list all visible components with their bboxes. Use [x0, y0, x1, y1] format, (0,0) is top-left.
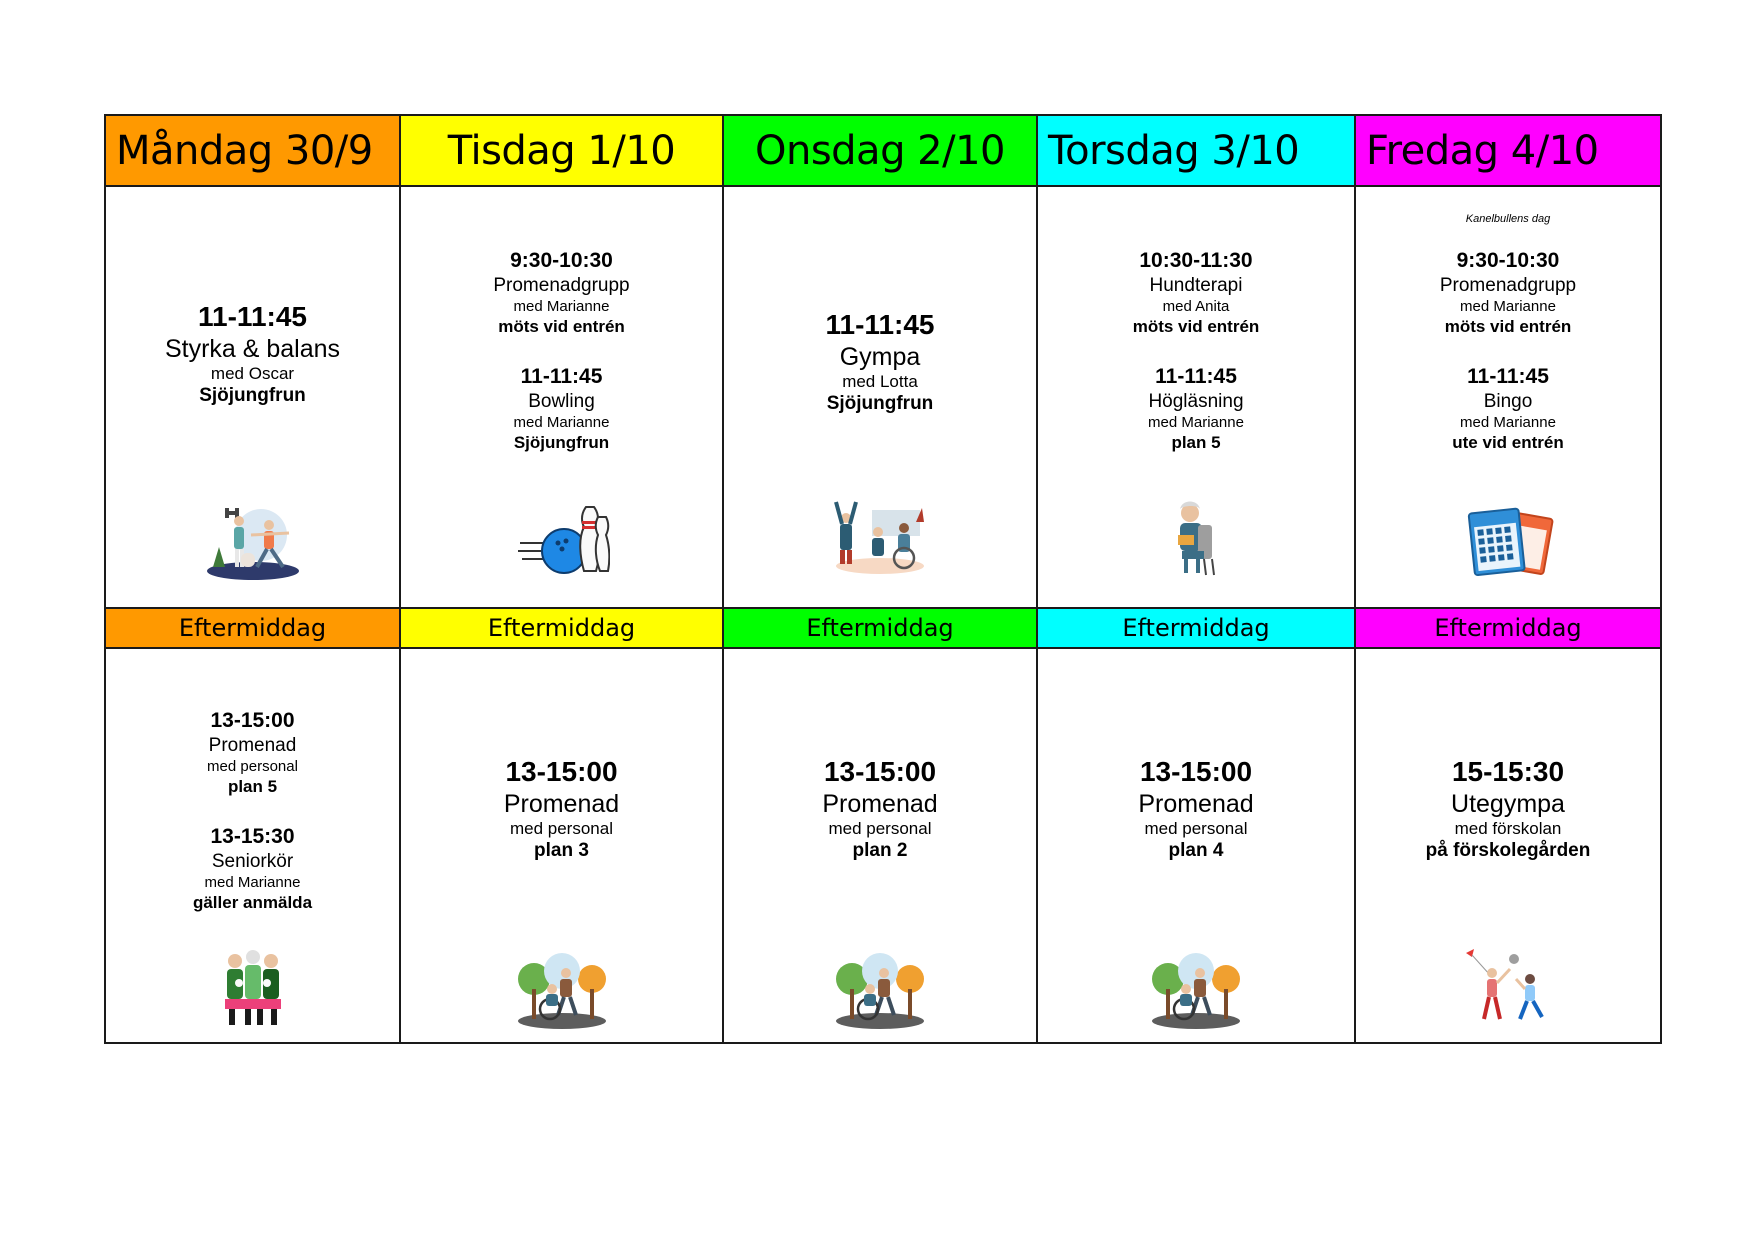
afternoon-row	[105, 648, 1661, 1043]
activity-time: 9:30-10:30	[1456, 249, 1560, 272]
morning-cell-monday	[105, 186, 400, 608]
activity-time: 13-15:00	[505, 756, 618, 787]
activity-time: 11-11:45	[520, 365, 603, 388]
morning-row	[105, 186, 1661, 608]
activity-location: plan 5	[1171, 433, 1221, 452]
afternoon-cell-thursday	[1037, 648, 1355, 1043]
activity	[1356, 248, 1660, 338]
morning-cell-wednesday	[723, 186, 1037, 608]
activity-name: Bowling	[528, 391, 595, 412]
activity-leader: med Oscar	[210, 364, 295, 383]
day-header-tuesday: Tisdag 1/10	[400, 115, 723, 186]
activity	[724, 755, 1036, 862]
activity-location: Sjöjungfrun	[513, 433, 610, 452]
activity	[1038, 755, 1354, 862]
afternoon-cell-tuesday	[400, 648, 723, 1043]
activity	[401, 364, 722, 454]
activity-location: plan 3	[534, 840, 589, 861]
gym-group-illustration-icon	[832, 492, 928, 576]
activity-time: 13-15:30	[210, 825, 295, 848]
choir-illustration-icon	[205, 947, 301, 1031]
reading-illustration-icon	[1148, 495, 1244, 579]
activity-leader: med personal	[207, 758, 298, 775]
activity-location: möts vid entrén	[1444, 317, 1572, 336]
activity-leader: med Marianne	[513, 414, 610, 431]
activity-leader: med Anita	[1162, 298, 1230, 315]
activity-leader: med Marianne	[513, 298, 610, 315]
afternoon-header-row	[105, 608, 1661, 648]
activity-time: 11-11:45	[198, 301, 307, 332]
schedule-table	[104, 114, 1662, 1044]
activity-name: Seniorkör	[211, 851, 294, 872]
weekly-schedule	[104, 114, 1660, 1042]
activity-location: Sjöjungfrun	[826, 393, 934, 414]
activity-location: ute vid entrén	[1452, 433, 1564, 452]
activity-name: Bingo	[1483, 391, 1533, 412]
afternoon-header-friday: Eftermiddag	[1355, 608, 1661, 648]
day-header-monday: Måndag 30/9	[105, 115, 400, 186]
activity-location: gäller anmälda	[192, 893, 313, 912]
activity	[724, 308, 1036, 415]
day-header-row	[105, 115, 1661, 186]
activity-location: på förskolegården	[1425, 840, 1591, 861]
activity-name: Promenad	[208, 735, 297, 756]
activity	[106, 708, 399, 798]
afternoon-cell-friday	[1355, 648, 1661, 1043]
activity-leader: med Marianne	[1148, 414, 1244, 431]
afternoon-cell-monday	[105, 648, 400, 1043]
activity-name: Styrka & balans	[164, 335, 341, 363]
activity-name: Promenad	[822, 790, 938, 818]
activity-time: 13-15:00	[1139, 756, 1253, 787]
activity-leader: med Marianne	[1460, 414, 1556, 431]
activity-leader: med Lotta	[842, 372, 918, 391]
afternoon-header-tuesday: Eftermiddag	[400, 608, 723, 648]
activity-time: 11-11:45	[1155, 365, 1237, 388]
activity	[1038, 364, 1354, 454]
day-note: Kanelbullens dag	[1465, 213, 1551, 225]
activity-time: 13-15:00	[210, 709, 295, 732]
activity	[1356, 364, 1660, 454]
activity-leader: med personal	[509, 819, 613, 838]
activity-leader: med Marianne	[1460, 298, 1556, 315]
activity-leader: med förskolan	[1454, 819, 1562, 838]
morning-cell-thursday	[1037, 186, 1355, 608]
bingo-cards-illustration-icon	[1460, 505, 1556, 589]
activity	[1356, 755, 1660, 862]
activity-location: möts vid entrén	[498, 317, 625, 336]
walk-illustration-icon	[514, 949, 610, 1033]
morning-cell-tuesday	[400, 186, 723, 608]
activity-name: Gympa	[839, 343, 921, 371]
activity-time: 11-11:45	[1467, 365, 1549, 388]
afternoon-header-monday: Eftermiddag	[105, 608, 400, 648]
day-header-thursday: Torsdag 3/10	[1037, 115, 1355, 186]
afternoon-header-thursday: Eftermiddag	[1037, 608, 1355, 648]
activity-location: plan 4	[1168, 840, 1224, 861]
activity-name: Promenad	[1138, 790, 1254, 818]
outdoor-play-illustration-icon	[1460, 945, 1556, 1029]
activity-leader: med personal	[1144, 819, 1248, 838]
afternoon-cell-wednesday	[723, 648, 1037, 1043]
activity-name: Promenadgrupp	[1439, 275, 1577, 296]
bowling-illustration-icon	[514, 495, 610, 579]
activity	[1038, 248, 1354, 338]
activity	[106, 300, 399, 407]
activity-name: Promenadgrupp	[493, 275, 630, 296]
activity-location: plan 2	[852, 840, 908, 861]
activity-leader: med Marianne	[204, 874, 301, 891]
activity	[401, 755, 722, 862]
activity-time: 13-15:00	[823, 756, 937, 787]
activity	[106, 824, 399, 914]
day-header-friday: Fredag 4/10	[1355, 115, 1661, 186]
activity-time: 10:30-11:30	[1139, 249, 1253, 272]
walk-illustration-icon	[1148, 949, 1244, 1033]
activity-name: Högläsning	[1148, 391, 1244, 412]
activity-name: Hundterapi	[1149, 275, 1243, 296]
walk-illustration-icon	[832, 949, 928, 1033]
activity-time: 9:30-10:30	[510, 249, 613, 272]
activity-location: Sjöjungfrun	[199, 385, 306, 406]
day-header-wednesday: Onsdag 2/10	[723, 115, 1037, 186]
activity-time: 11-11:45	[825, 309, 935, 340]
morning-cell-friday	[1355, 186, 1661, 608]
afternoon-header-wednesday: Eftermiddag	[723, 608, 1037, 648]
activity-location: plan 5	[227, 777, 278, 796]
activity-time: 15-15:30	[1451, 756, 1565, 787]
activity-location: möts vid entrén	[1132, 317, 1260, 336]
strength-exercise-illustration-icon	[205, 497, 301, 581]
activity-name: Utegympa	[1451, 790, 1565, 818]
activity-leader: med personal	[828, 819, 932, 838]
activity-name: Promenad	[503, 790, 620, 818]
activity	[401, 248, 722, 338]
